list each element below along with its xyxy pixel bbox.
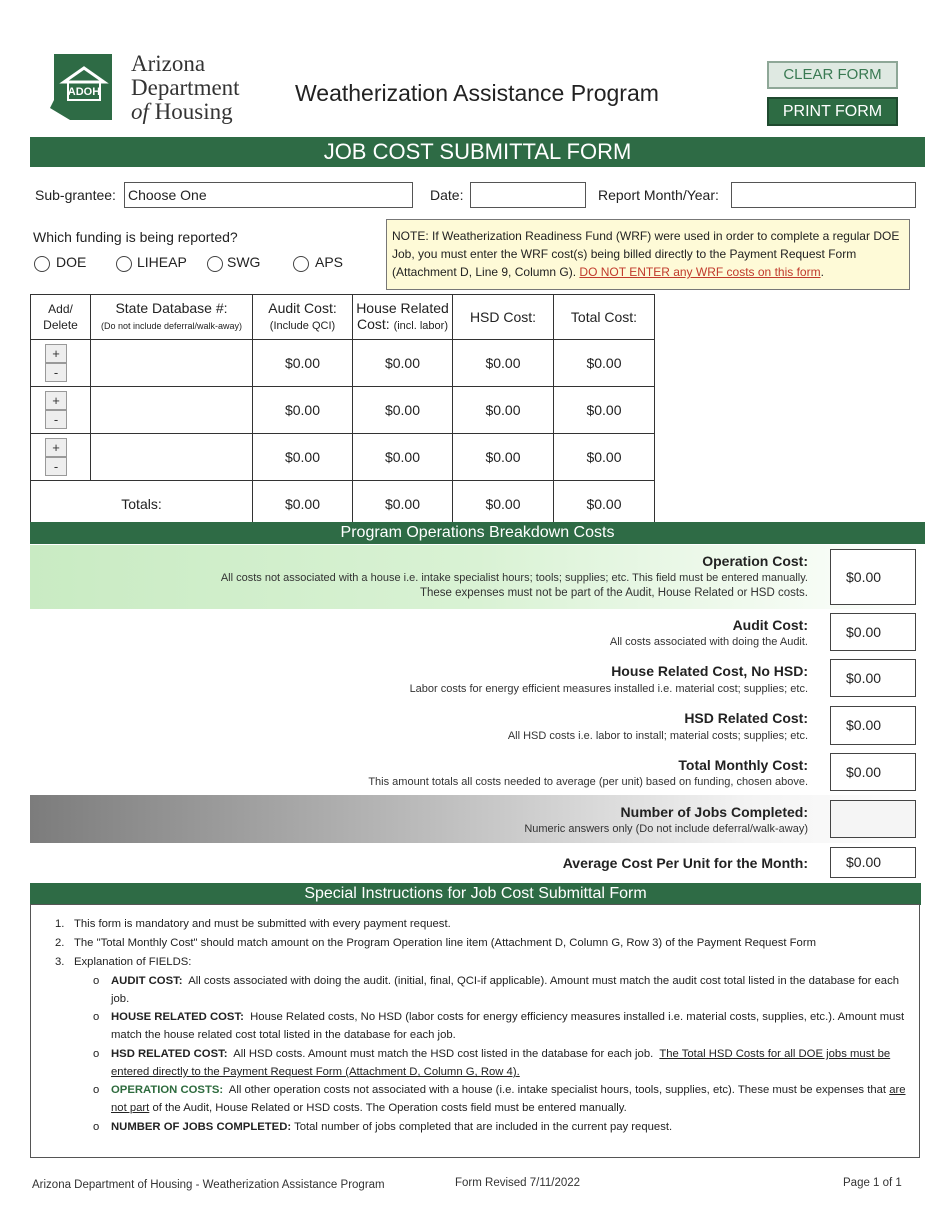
operation-cost-input[interactable]: $0.00 xyxy=(830,549,916,605)
header-state-db-label: State Database #: xyxy=(115,300,228,316)
instruction-item-2: The "Total Monthly Cost" should match amount on the Program Operation line item (Attachment D, Column G, Row 3) of the Payment Request Form xyxy=(74,937,817,949)
add-row-button[interactable]: + xyxy=(45,391,67,410)
wrf-note-text: NOTE: If Weatherization Readiness Fund (WRF) were used in order to complete a regular DOE Job, you must enter the WRF cost(s) being billed directly to the Payment Request Form (Attachment D, Line 9, Column G). xyxy=(392,229,900,279)
logo-line3 xyxy=(131,100,240,124)
house-cost-explanation xyxy=(111,1008,915,1044)
monthly-cost-total: $0.00 xyxy=(830,753,916,791)
audit-cost-title: Audit Cost: xyxy=(732,617,808,633)
radio-swg[interactable] xyxy=(207,256,223,272)
table-row xyxy=(31,387,655,434)
total-audit: $0.00 xyxy=(253,481,353,528)
header-state-db-note: (Do not include deferral/walk-away) xyxy=(100,321,243,331)
logo-abbr: ADOH xyxy=(67,86,101,98)
form-title: JOB COST SUBMITTAL FORM xyxy=(30,137,925,167)
hsd-cost-input[interactable]: $0.00 xyxy=(453,434,554,481)
hsd-cost-input[interactable]: $0.00 xyxy=(453,387,554,434)
header-audit-label: Audit Cost: xyxy=(268,300,337,316)
house-cost-desc: Labor costs for energy efficient measures installed i.e. material cost; supplies; etc. xyxy=(409,683,808,695)
header-house-note: (incl. labor) xyxy=(393,320,448,332)
instr-num-1: 1. xyxy=(55,918,65,930)
op-cost-expl-text1: All other operation costs not associated with a house (i.e. intake specialist hours, tools, supplies, etc). These must be expenses that xyxy=(228,1084,887,1096)
logo-line2: Department xyxy=(131,75,240,100)
job-cost-table xyxy=(30,294,655,528)
audit-cost-expl-text: All costs associated with doing the audit. (initial, final, QCI-if applicable). Amount must match the audit cost total listed in the database for each job. xyxy=(111,975,900,1005)
hsd-cost-explanation xyxy=(111,1045,915,1081)
total-house: $0.00 xyxy=(353,481,453,528)
house-cost-title: House Related Cost, No HSD: xyxy=(611,663,808,679)
house-cost-input[interactable]: $0.00 xyxy=(353,434,453,481)
audit-cost-input[interactable]: $0.00 xyxy=(253,340,353,387)
jobs-completed-explanation xyxy=(111,1118,915,1136)
funding-question: Which funding is being reported? xyxy=(33,229,238,245)
hsd-cost-expl-underline: The Total HSD Costs for all DOE jobs must be entered directly to the Payment Request Form (Attachment D, Column G, Row 4). xyxy=(111,1048,891,1078)
instructions-title: Special Instructions for Job Cost Submittal Form xyxy=(30,883,921,905)
operation-cost-desc2: These expenses must not be part of the Audit, House Related or HSD costs. xyxy=(419,587,808,599)
header-hsd: HSD Cost: xyxy=(453,295,554,340)
logo-line1: Arizona xyxy=(131,51,206,76)
monthly-cost-title: Total Monthly Cost: xyxy=(678,757,808,773)
radio-doe[interactable] xyxy=(34,256,50,272)
adoh-logo xyxy=(50,54,122,120)
total-cost-cell: $0.00 xyxy=(554,434,655,481)
logo-wordmark xyxy=(131,52,240,124)
header-audit xyxy=(253,295,353,340)
avg-cost-title: Average Cost Per Unit for the Month: xyxy=(562,855,808,871)
bullet: o xyxy=(93,1011,100,1023)
operation-cost-title: Operation Cost: xyxy=(702,553,808,569)
clear-form-button[interactable]: CLEAR FORM xyxy=(767,61,898,89)
house-cost-expl-text: House Related costs, No HSD (labor costs for energy efficiency measures installed i.e. material costs, supplies, etc.). Amount must match the house related cost total listed in the database for each job. xyxy=(111,1011,905,1041)
date-label: Date: xyxy=(430,187,464,203)
radio-aps-label: APS xyxy=(315,254,344,270)
avg-cost-total: $0.00 xyxy=(830,847,916,878)
delete-row-button[interactable]: - xyxy=(45,457,67,476)
hsd-cost-expl-label: HSD RELATED COST: xyxy=(111,1048,228,1060)
audit-cost-explanation xyxy=(111,972,915,1008)
hsd-cost-title: HSD Related Cost: xyxy=(684,710,808,726)
state-db-input[interactable] xyxy=(91,387,253,434)
hsd-cost-expl-text: All HSD costs. Amount must match the HSD cost listed in the database for each job. xyxy=(233,1048,654,1060)
footer-page: Page 1 of 1 xyxy=(843,1177,902,1189)
wrf-note-period: . xyxy=(820,265,824,279)
house-cost-input[interactable]: $0.00 xyxy=(353,387,453,434)
subgrantee-select[interactable]: Choose One xyxy=(124,182,413,208)
total-total: $0.00 xyxy=(554,481,655,528)
total-hsd: $0.00 xyxy=(453,481,554,528)
breakdown-section-title: Program Operations Breakdown Costs xyxy=(30,522,925,544)
monthly-cost-desc: This amount totals all costs needed to average (per unit) based on funding, chosen above. xyxy=(368,776,808,788)
table-row xyxy=(31,434,655,481)
op-cost-expl-underline: are not part xyxy=(111,1084,906,1114)
add-delete-cell xyxy=(31,387,91,434)
add-delete-cell xyxy=(31,340,91,387)
radio-liheap[interactable] xyxy=(116,256,132,272)
bullet: o xyxy=(93,1048,100,1060)
add-delete-cell xyxy=(31,434,91,481)
house-cost-expl-label: HOUSE RELATED COST: xyxy=(111,1011,244,1023)
jobs-completed-desc: Numeric answers only (Do not include deferral/walk-away) xyxy=(524,823,808,835)
total-cost-cell: $0.00 xyxy=(554,340,655,387)
totals-row xyxy=(31,481,655,528)
audit-cost-desc: All costs associated with doing the Audit. xyxy=(609,636,808,648)
program-title: Weatherization Assistance Program xyxy=(295,80,659,106)
header-audit-note: (Include QCI) xyxy=(269,320,336,332)
operation-cost-explanation xyxy=(111,1081,915,1117)
radio-aps[interactable] xyxy=(293,256,309,272)
header-house xyxy=(353,295,453,340)
instruction-item-1: This form is mandatory and must be submitted with every payment request. xyxy=(74,918,451,930)
header-add-delete: Add/ Delete xyxy=(31,295,91,340)
jobs-expl-text: Total number of jobs completed that are included in the current pay request. xyxy=(294,1121,673,1133)
audit-cost-total: $0.00 xyxy=(830,613,916,651)
footer-revised: Form Revised 7/11/2022 xyxy=(455,1177,581,1189)
logo-of: of xyxy=(131,99,149,124)
add-row-button[interactable]: + xyxy=(45,438,67,457)
house-cost-input[interactable]: $0.00 xyxy=(353,340,453,387)
op-cost-expl-label: OPERATION COSTS: xyxy=(111,1084,224,1096)
date-input[interactable] xyxy=(470,182,586,208)
jobs-completed-title: Number of Jobs Completed: xyxy=(620,804,808,820)
header-state-db xyxy=(91,295,253,340)
jobs-expl-label: NUMBER OF JOBS COMPLETED: xyxy=(111,1121,292,1133)
state-db-input[interactable] xyxy=(91,434,253,481)
bullet: o xyxy=(93,1084,100,1096)
radio-doe-label: DOE xyxy=(56,254,87,270)
report-month-input[interactable] xyxy=(731,182,916,208)
totals-label: Totals: xyxy=(31,481,253,528)
op-cost-expl-text2: of the Audit, House Related or HSD costs. The Operation costs field must be entered manually. xyxy=(152,1102,627,1114)
header-house-label: House Related Cost: xyxy=(356,300,449,332)
audit-cost-expl-label: AUDIT COST: xyxy=(111,975,183,987)
radio-liheap-label: LIHEAP xyxy=(137,254,187,270)
report-month-label: Report Month/Year: xyxy=(598,187,719,203)
jobs-completed-input[interactable] xyxy=(830,800,916,838)
total-cost-cell: $0.00 xyxy=(554,387,655,434)
add-row-button[interactable]: + xyxy=(45,344,67,363)
hsd-cost-total: $0.00 xyxy=(830,706,916,745)
wrf-note-warning: DO NOT ENTER any WRF costs on this form xyxy=(579,265,821,279)
wrf-note xyxy=(386,219,910,290)
instr-num-2: 2. xyxy=(55,937,65,949)
audit-cost-input[interactable]: $0.00 xyxy=(253,387,353,434)
header-total: Total Cost: xyxy=(554,295,655,340)
hsd-cost-input[interactable]: $0.00 xyxy=(453,340,554,387)
audit-cost-input[interactable]: $0.00 xyxy=(253,434,353,481)
delete-row-button[interactable]: - xyxy=(45,363,67,382)
subgrantee-label: Sub-grantee: xyxy=(35,187,116,203)
instr-num-3: 3. xyxy=(55,956,65,968)
table-row xyxy=(31,340,655,387)
house-cost-total: $0.00 xyxy=(830,659,916,697)
logo-housing: Housing xyxy=(154,99,233,124)
bullet: o xyxy=(93,975,100,987)
delete-row-button[interactable]: - xyxy=(45,410,67,429)
instruction-item-3: Explanation of FIELDS: xyxy=(74,956,192,968)
hsd-cost-desc: All HSD costs i.e. labor to install; material costs; supplies; etc. xyxy=(507,730,808,742)
radio-swg-label: SWG xyxy=(227,254,261,270)
operation-cost-desc1: All costs not associated with a house i.e. intake specialist hours; tools; supplies; etc. This field must be entered manually. xyxy=(220,572,808,584)
footer-org: Arizona Department of Housing - Weatherization Assistance Program xyxy=(32,1179,385,1191)
print-form-button[interactable]: PRINT FORM xyxy=(767,97,898,126)
state-db-input[interactable] xyxy=(91,340,253,387)
bullet: o xyxy=(93,1121,100,1133)
